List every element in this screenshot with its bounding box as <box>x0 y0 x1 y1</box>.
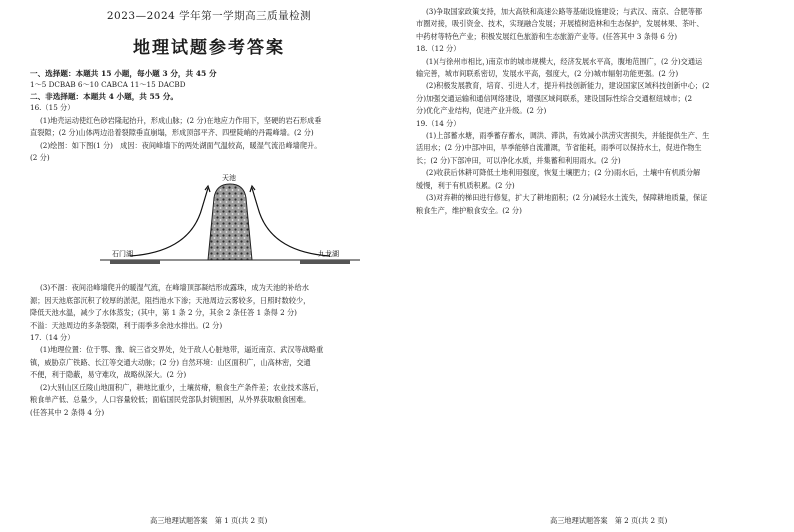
page-footer: 高三地理试题答案 第 2 页(共 2 页) <box>550 516 668 525</box>
label-shimen: 石门湖 <box>112 250 133 259</box>
section-1-heading: 一、选择题：本题共 15 小题，每小题 3 分，共 45 分 <box>30 69 217 78</box>
label-jiulong: 九龙湖 <box>318 250 339 259</box>
q17-heading: 17.（14 分） <box>30 333 75 343</box>
q16-3-line3: 降低天池水温，减少了水体蒸发；(其中，第 1 条 2 分，其余 2 条任答 1 条得 2 分) <box>30 308 297 318</box>
q17-3-line2: 市圈对接，吸引资金、技术，实现融合发展；开展植树造林和生态保护，发展林果、茶叶、 <box>416 19 704 29</box>
q19-heading: 19.（14 分） <box>416 118 461 128</box>
q18-heading: 18.（12 分） <box>416 44 461 54</box>
q17-3-line3: 中药材等特色产业；积极发展红色旅游和生态旅游产业等。(任答其中 3 条得 6 分) <box>416 31 678 41</box>
q18-2-line1: (2)积极发展教育，培育、引进人才，提升科技创新能力，建设国家区域科技创新中心；(2 <box>426 81 710 91</box>
q16-1-line1: (1)地壳运动使红色砂岩隆起抬升，形成山脉；(2 分)在地应力作用下，坚硬的岩石形成垂 <box>40 115 322 125</box>
page-title: 地理试题参考答案 <box>133 38 285 58</box>
q17-2-line3: (任答其中 2 条得 4 分) <box>30 407 105 417</box>
q17-1-line3: 不便，利于隐蔽，易守难攻，战略纵深大。(2 分) <box>30 370 187 380</box>
q16-1-line2: 直裂隙；(2 分)山体两边沿着裂隙垂直崩塌，形成顶部平齐、四壁陡峭的丹霞峰墙。(2 分) <box>30 128 314 138</box>
jiulong-lake <box>300 260 350 264</box>
q17-1-line1: (1)地理位置：位于鄂、豫、皖三省交界处，处于敌人心脏地带，逼近南京、武汉等战略重 <box>40 345 324 355</box>
q16-3-line1: (3)不涸：夜间沿峰墙爬升的暖湿气流，在峰墙顶部凝结形成露珠，成为天池的补给水 <box>40 283 309 293</box>
section-2-heading: 二、非选择题：本题共 4 小题，共 55 分。 <box>30 92 178 102</box>
choice-answers: 1～5 DCBAB 6～10 CABCA 11～15 DACBD <box>30 80 186 89</box>
q18-2-line2: 分)加强交通运输和通信网络建设，增强区域间联系，建设国际性综合交通枢纽城市；(2 <box>416 93 693 103</box>
q19-2-line1: (2)收获后休耕可降低土地利用强度，恢复土壤肥力；(2 分)雨水后，土壤中有机质分解 <box>426 168 701 178</box>
peak-wall-diagram <box>90 168 370 278</box>
shimen-lake <box>110 260 160 264</box>
q16-heading: 16.（15 分） <box>30 103 75 113</box>
q17-2-line1: (2)大别山区丘陵山地面积广，耕地比重少，土壤贫瘠，粮食生产条件差；农业技术落后， <box>40 382 324 392</box>
q19-3-line2: 粮食生产，维护粮食安全。(2 分) <box>416 205 522 215</box>
q16-3-line4: 不溢：天池周边的多条裂隙，利于雨季多余池水排出。(2 分) <box>30 320 223 330</box>
q19-3-line1: (3)对弃耕的梯田进行修复，扩大了耕地面积；(2 分)减轻水土流失，保障耕地质量，保证 <box>426 193 708 203</box>
label-tianchi: 天池 <box>222 174 236 183</box>
airflow-left-arrow <box>130 188 208 256</box>
page-2 <box>400 0 794 532</box>
q16-3-line2: 源；因天池底部沉积了较厚的淤泥，阻挡池水下渗；天池周边云雾较多，日照时数较少， <box>30 295 311 305</box>
exam-header: 2023—2024 学年第一学期高三质量检测 <box>106 10 312 22</box>
q16-2-line2: (2 分) <box>30 153 50 163</box>
q18-1-line1: (1)(与徐州市相比，)南京市的城市规模大，经济发展水平高，腹地范围广，(2 分)交通运 <box>426 56 703 66</box>
airflow-right-arrow <box>252 188 330 256</box>
q17-2-line2: 粮食单产低、总量少，人口容量较低；面临国民党部队封锁围困，从外界获取粮食困难。 <box>30 395 311 405</box>
q16-2-line1: (2)绘图：如下图(1 分) 成因：夜间峰墙下的两处湖面气温较高，暖湿气流沿峰墙爬升。 <box>40 140 322 150</box>
q19-2-line2: 缓慢，利于有机质积累。(2 分) <box>416 180 515 190</box>
q19-1-line3: 长；(2 分)下部冲田，可以净化水质，并集蓄和利用雨水。(2 分) <box>416 155 621 165</box>
q18-1-line2: 输完善，城市间联系密切，发展水平高，强度大，(2 分)城市辐射功能更强。(2 分) <box>416 69 679 79</box>
q17-3-line1: (3)争取国家政策支持，加大高铁和高速公路等基础设施建设；与武汉、南京、合肥等都 <box>426 7 703 16</box>
peak-wall-svg <box>90 168 370 278</box>
q19-1-line2: 活用水；(2 分)中部冲田，旱季能够自流灌溉，节省能耗，雨季可以保持水土，促进作物生 <box>416 143 702 153</box>
q19-1-line1: (1)上部蓄水塘，雨季蓄存蓄水，调洪、滞洪，有效减小洪涝灾害损失，并能提供生产、生 <box>426 131 710 141</box>
q18-2-line3: 分)优化产业结构，促进产业升级。(2 分) <box>416 106 547 116</box>
page-footer: 高三地理试题答案 第 1 页(共 2 页) <box>150 516 268 525</box>
q17-1-line2: 镇，威胁京广铁路、长江等交通大动脉；(2 分) 自然环境：山区面积广，山高林密，交通 <box>30 357 311 367</box>
peak-wall-shape <box>208 184 252 260</box>
